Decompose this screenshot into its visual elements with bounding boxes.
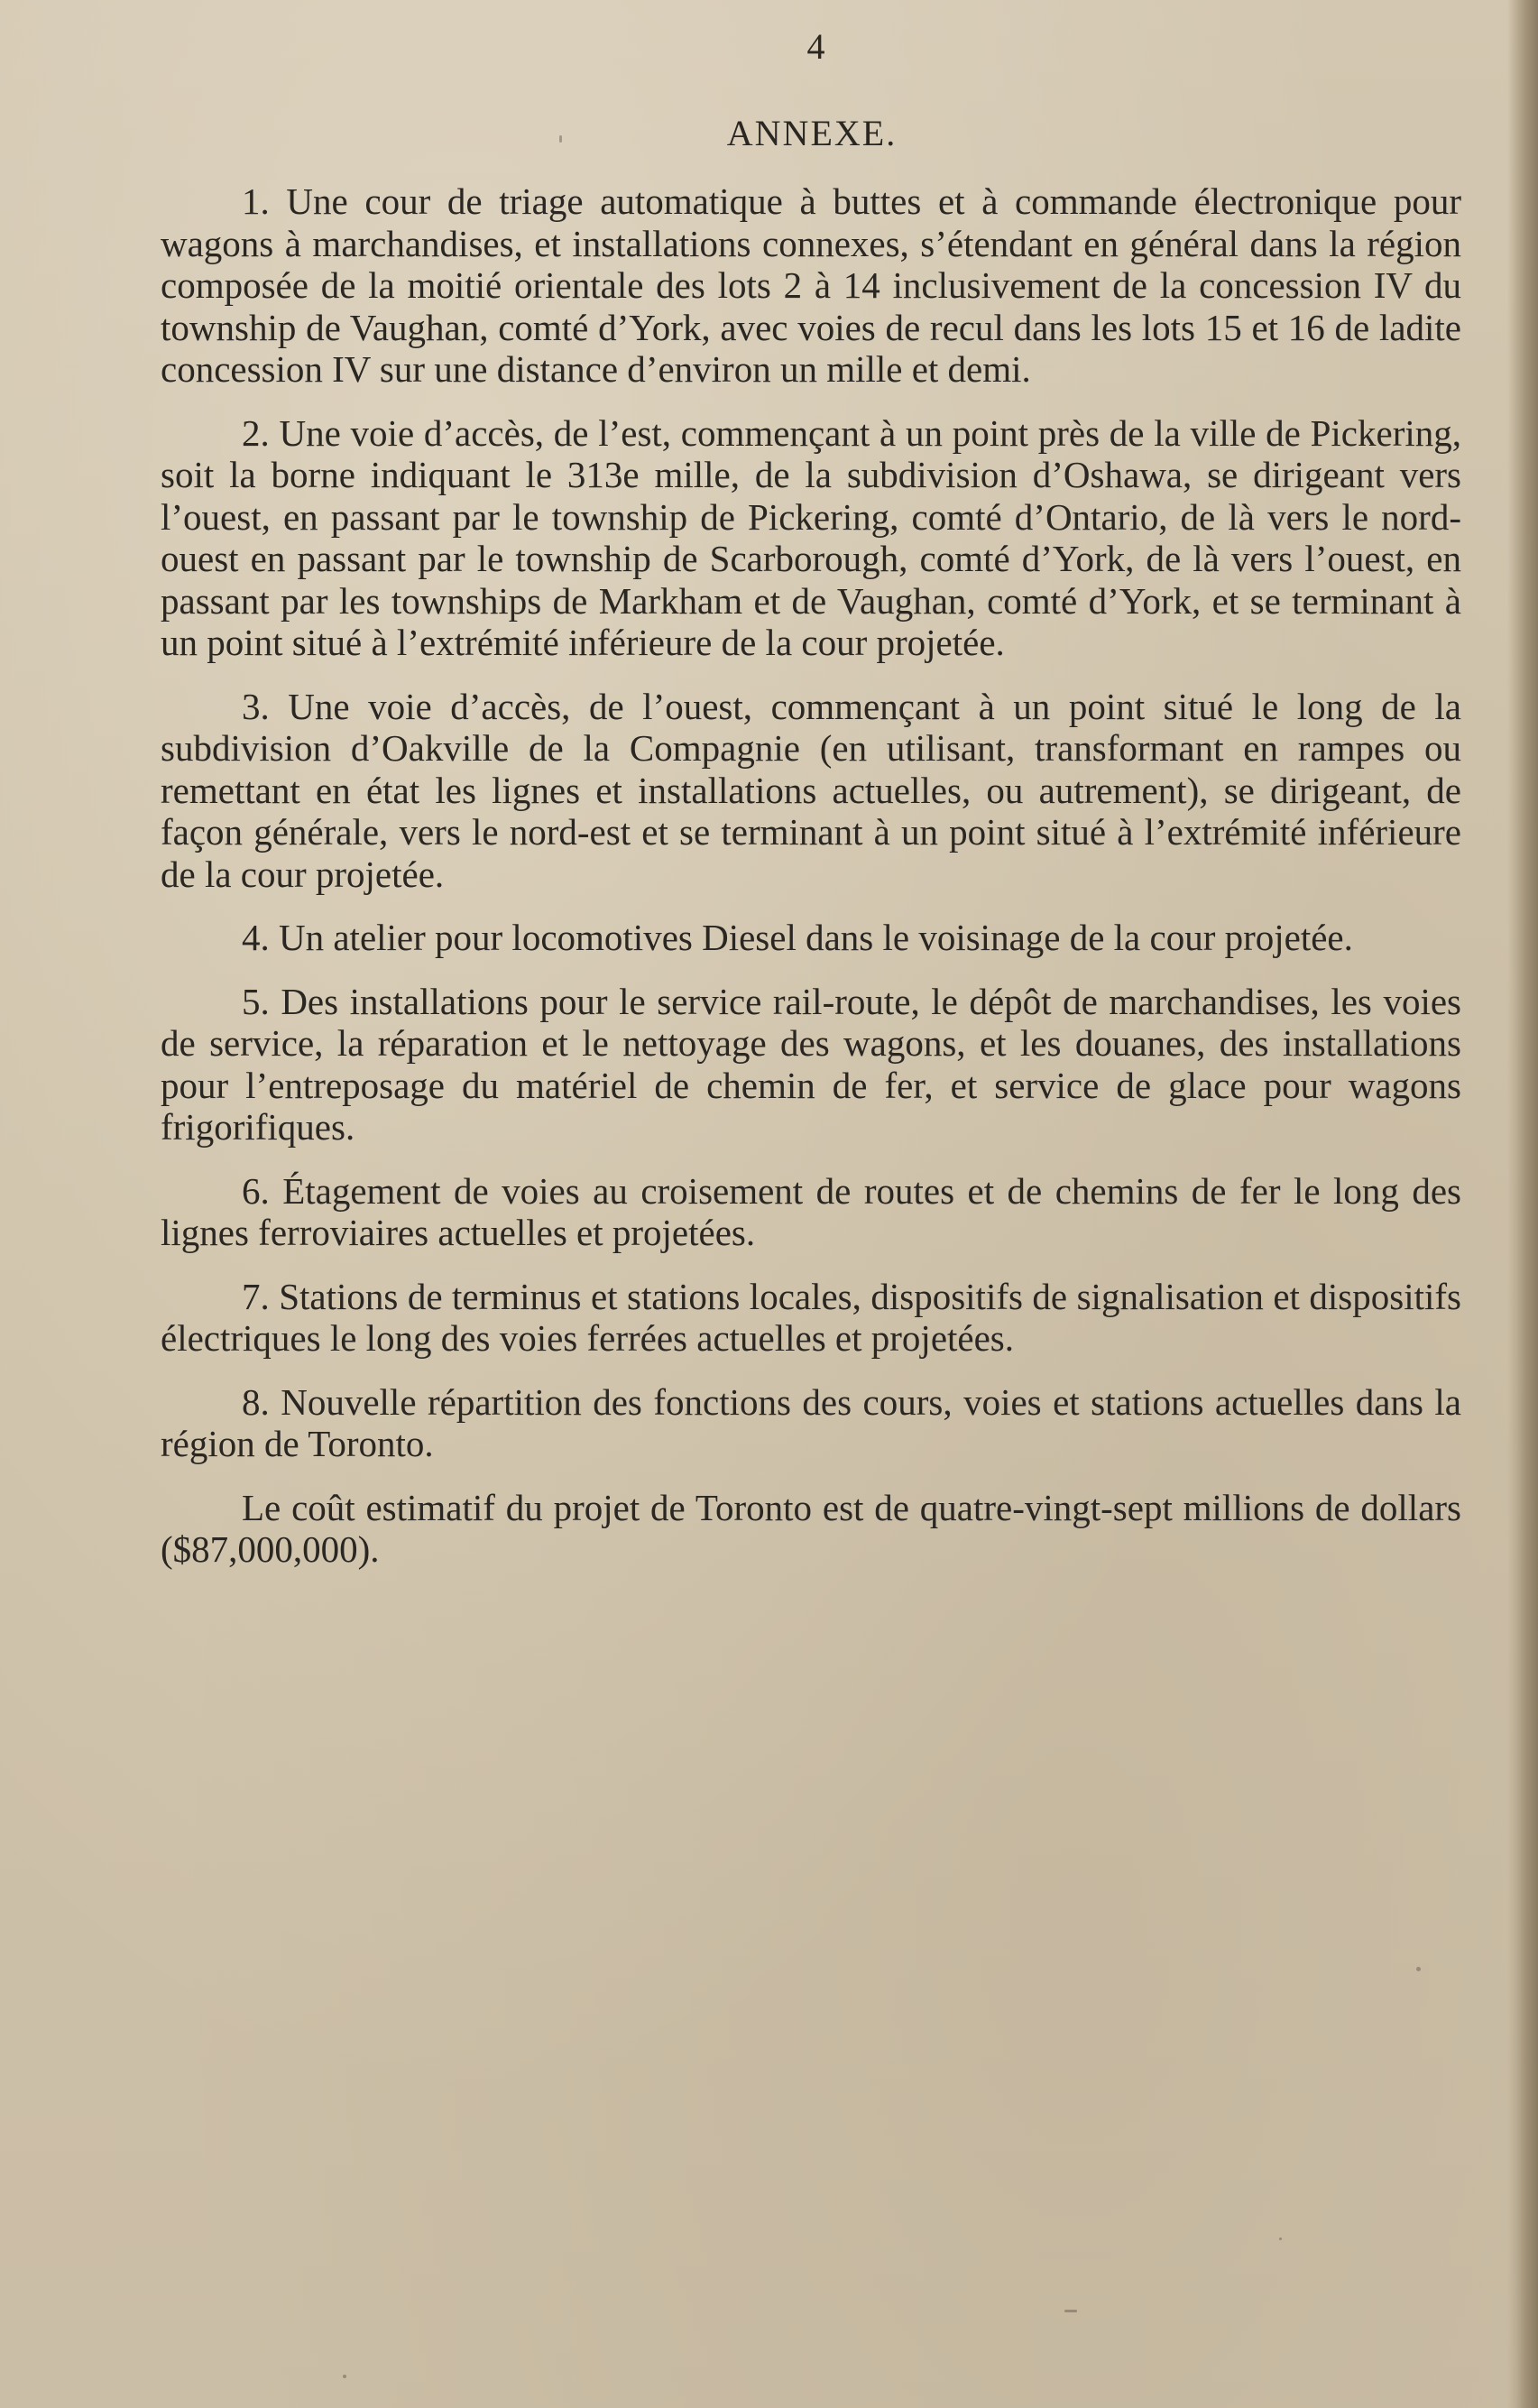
- item-number: 7.: [242, 1275, 270, 1317]
- item-number: 5.: [242, 980, 270, 1022]
- item-number: 8.: [242, 1380, 270, 1423]
- item-text: Étagement de voies au croisement de routes et de chemins de fer le long des lignes ferroviaires actuelles et projetées.: [161, 1169, 1462, 1253]
- item-text: Des installations pour le service rail-route, le dépôt de marchandises, les voies de service, la réparation et le nettoyage des wagons, et les douanes, des installations pour l’entreposage du matériel de chemin de fer, et service de glace pour wagons frigorifiques.: [161, 980, 1461, 1148]
- item-text: Une cour de triage automatique à buttes et à commande électronique pour wagons à marchandises, et installations connexes, s’étendant en général dans la région composée de la moitié orientale des lots 2 à 14 inclusivement de la concession IV du township de Vaughan, comté d’York, avec voies de recul dans les lots 15 et 16 de ladite concession IV sur une distance d’environ un mille et demi.: [161, 180, 1461, 390]
- item-number: 2.: [242, 411, 270, 454]
- list-item: [161, 1381, 1461, 1465]
- list-item: [161, 1170, 1461, 1254]
- item-number: 1.: [242, 180, 270, 222]
- list-item: [161, 1276, 1461, 1360]
- list-item: [161, 981, 1461, 1149]
- list-item: [161, 412, 1461, 664]
- section-heading: ANNEXE.: [726, 113, 898, 153]
- annex-body: [161, 180, 1461, 1571]
- item-text: Un atelier pour locomotives Diesel dans le voisinage de la cour projetée.: [279, 917, 1353, 958]
- list-item: [161, 686, 1461, 896]
- page-edge-shadow: [1507, 0, 1538, 2408]
- item-number: 3.: [242, 685, 270, 727]
- item-text: Stations de terminus et stations locales, dispositifs de signalisation et dispositifs électriques le long des voies ferrées actuelles et projetées.: [161, 1275, 1461, 1359]
- list-item: [161, 917, 1461, 959]
- item-number: 4.: [242, 917, 270, 958]
- item-number: 6.: [242, 1169, 270, 1212]
- closing-paragraph: Le coût estimatif du projet de Toronto est de quatre-vingt-sept millions de dollars ($87,000,000).: [161, 1486, 1461, 1570]
- paper-speck: [1064, 2310, 1077, 2312]
- paper-speck: [1279, 2237, 1282, 2240]
- paper-speck: [559, 135, 562, 143]
- item-text: Une voie d’accès, de l’est, commençant à un point près de la ville de Pickering, soit la borne indiquant le 313e mille, de la subdivision d’Oshawa, se dirigeant vers l’ouest, en passant par le township de Pickering, comté d’Ontario, de là vers le nord-ouest en passant par le township de Scarborough, comté d’York, de là vers l’ouest, en passant par les townships de Markham et de Vaughan, comté d’York, et se terminant à un point situé à l’extrémité inférieure de la cour projetée.: [161, 411, 1461, 663]
- item-text: Nouvelle répartition des fonctions des cours, voies et stations actuelles dans la région de Toronto.: [161, 1380, 1462, 1464]
- paper-speck: [343, 2375, 346, 2378]
- paper-speck: [1416, 1967, 1421, 1971]
- page-number: 4: [806, 26, 826, 67]
- item-text: Une voie d’accès, de l’ouest, commençant à un point situé le long de la subdivision d’Oakville de la Compagnie (en utilisant, transformant en rampes ou remettant en état les lignes et installations actuelles, ou autrement), se dirigeant, de façon générale, vers le nord-est et se terminant à un point situé à l’extrémité inférieure de la cour projetée.: [161, 685, 1462, 895]
- list-item: [161, 180, 1461, 391]
